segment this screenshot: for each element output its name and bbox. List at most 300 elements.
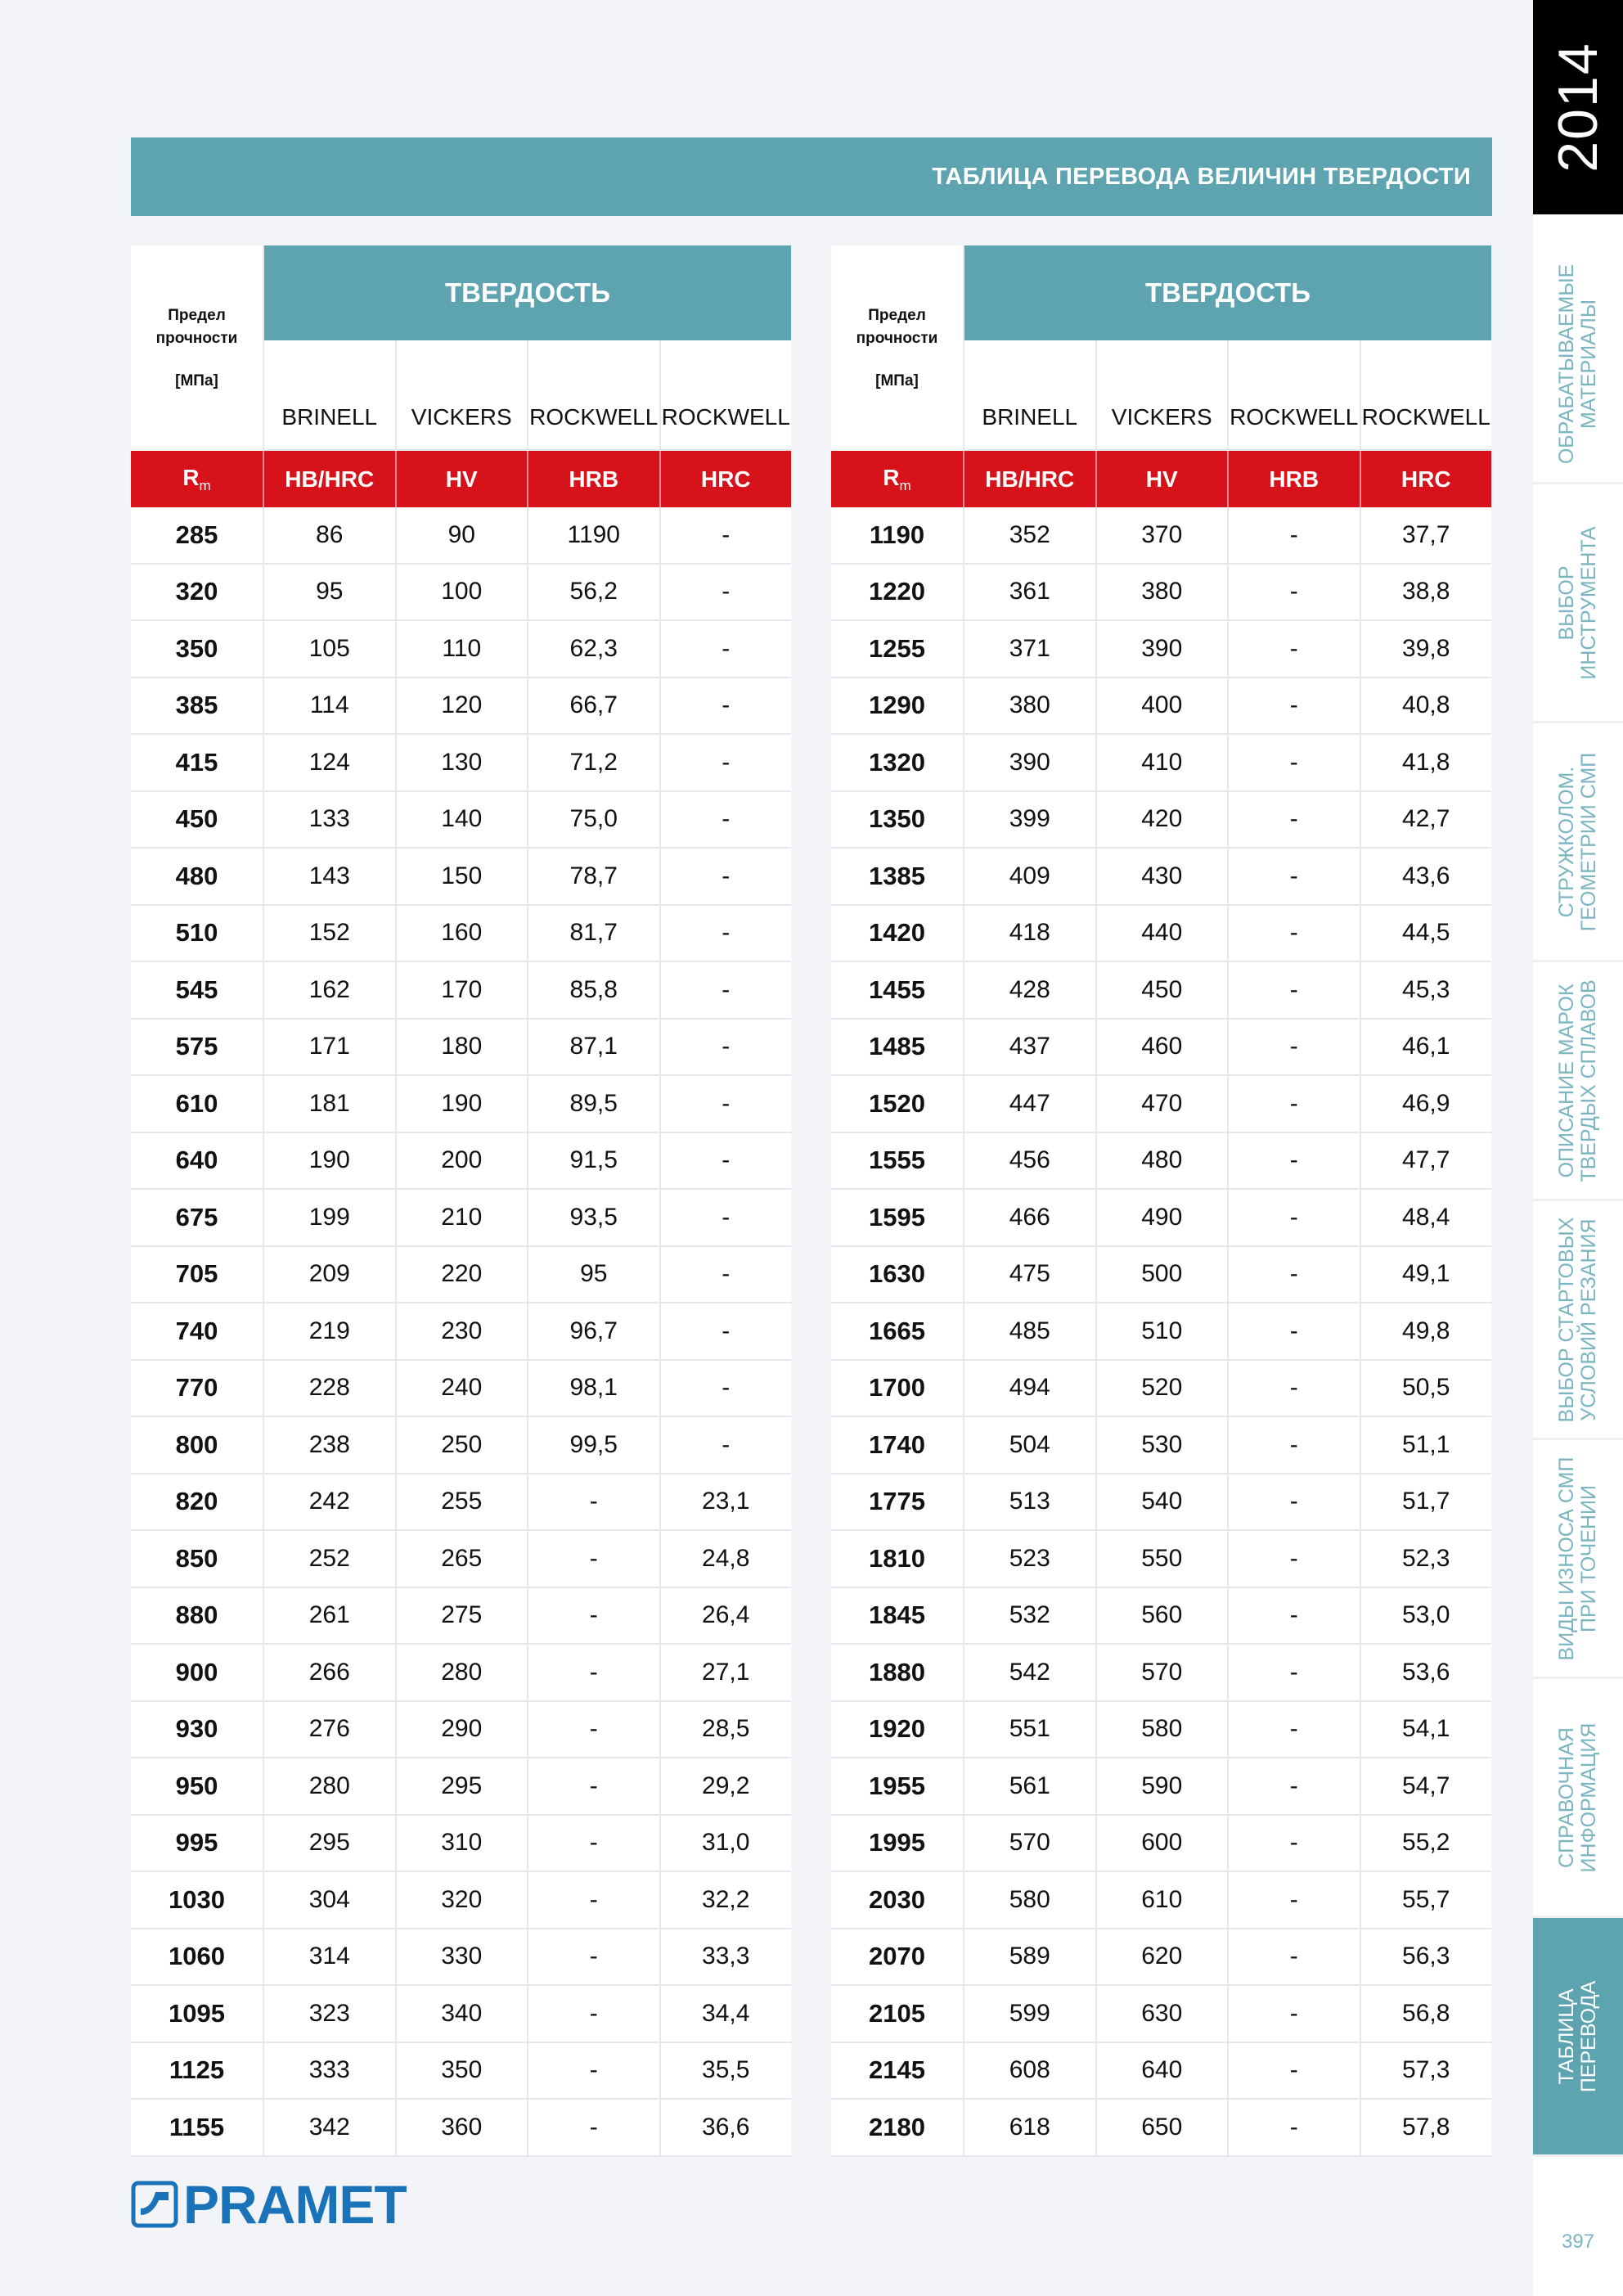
cell-hv: 150 — [395, 849, 528, 906]
cell-hrc: 28,5 — [659, 1702, 792, 1759]
cell-hb: 114 — [263, 678, 395, 736]
cell-hv: 580 — [1095, 1702, 1228, 1759]
cell-hrc: 31,0 — [659, 1816, 792, 1873]
cell-hrc: 27,1 — [659, 1645, 792, 1702]
cell-hb: 190 — [263, 1133, 395, 1191]
cell-hrb: 62,3 — [527, 621, 659, 678]
method-header-vickers: VICKERS — [1095, 340, 1228, 451]
cell-hb: 124 — [263, 735, 395, 792]
table-row — [131, 792, 791, 849]
cell-hb: 261 — [263, 1588, 395, 1645]
cell-hb: 409 — [963, 849, 1095, 906]
cell-hv: 400 — [1095, 678, 1228, 736]
page-title: ТАБЛИЦА ПЕРЕВОДА ВЕЛИЧИН ТВЕРДОСТИ — [932, 163, 1471, 190]
cell-hb: 551 — [963, 1702, 1095, 1759]
cell-hrc: 32,2 — [659, 1872, 792, 1929]
cell-hv: 290 — [395, 1702, 528, 1759]
cell-hv: 610 — [1095, 1872, 1228, 1929]
cell-hrb: 1190 — [527, 507, 659, 565]
cell-hb: 219 — [263, 1303, 395, 1361]
cell-hrb: - — [1227, 1702, 1360, 1759]
table-row — [131, 621, 791, 678]
cell-rm: 1190 — [831, 507, 963, 565]
cell-hb: 266 — [263, 1645, 395, 1702]
section-sidebar — [1533, 0, 1623, 2296]
cell-hrb: - — [1227, 1645, 1360, 1702]
cell-hb: 86 — [263, 507, 395, 565]
table-row — [831, 1986, 1491, 2043]
table-row — [831, 1303, 1491, 1361]
cell-hb: 599 — [963, 1986, 1095, 2043]
unit-header-hv: HV — [1095, 451, 1228, 507]
cell-hv: 440 — [1095, 906, 1228, 963]
cell-hb: 447 — [963, 1076, 1095, 1133]
table-row — [131, 1872, 791, 1929]
cell-hb: 437 — [963, 1020, 1095, 1077]
year-badge — [1533, 0, 1623, 214]
hardness-group-header: ТВЕРДОСТЬ — [263, 245, 791, 340]
cell-hrc: - — [659, 1133, 792, 1191]
cell-hv: 200 — [395, 1133, 528, 1191]
cell-hb: 371 — [963, 621, 1095, 678]
cell-rm: 1880 — [831, 1645, 963, 1702]
cell-hv: 430 — [1095, 849, 1228, 906]
table-row — [131, 1531, 791, 1588]
cell-hrc: 45,3 — [1360, 962, 1492, 1020]
table-row — [131, 1645, 791, 1702]
cell-hrc: 54,1 — [1360, 1702, 1492, 1759]
unit-header-hv: HV — [395, 451, 528, 507]
cell-hrb: - — [527, 1816, 659, 1873]
cell-hb: 380 — [963, 678, 1095, 736]
method-header-brinell: BRINELL — [263, 340, 395, 451]
cell-hv: 370 — [1095, 507, 1228, 565]
cell-rm: 1030 — [131, 1872, 263, 1929]
cell-hrb: 96,7 — [527, 1303, 659, 1361]
cell-rm: 1385 — [831, 849, 963, 906]
method-header-brinell: BRINELL — [963, 340, 1095, 451]
cell-hv: 450 — [1095, 962, 1228, 1020]
cell-hb: 342 — [263, 2100, 395, 2157]
tensile-strength-label-1: Предел — [868, 306, 926, 324]
cell-hrb: - — [1227, 1474, 1360, 1532]
cell-hb: 181 — [263, 1076, 395, 1133]
cell-rm: 1665 — [831, 1303, 963, 1361]
sidebar-tab-tool-selection[interactable]: ВЫБОР ИНСТРУМЕНТА — [1533, 484, 1623, 723]
cell-hb: 276 — [263, 1702, 395, 1759]
cell-hb: 466 — [963, 1190, 1095, 1247]
cell-hb: 485 — [963, 1303, 1095, 1361]
cell-hrc: 33,3 — [659, 1929, 792, 1987]
cell-hrc: - — [659, 1303, 792, 1361]
page-number: 397 — [1561, 2231, 1595, 2253]
cell-hrb: 85,8 — [527, 962, 659, 1020]
cell-rm: 1350 — [831, 792, 963, 849]
cell-hv: 460 — [1095, 1020, 1228, 1077]
sidebar-tab-wear-types[interactable]: ВИДЫ ИЗНОСА СМП ПРИ ТОЧЕНИИ — [1533, 1440, 1623, 1679]
cell-hrb: - — [527, 1588, 659, 1645]
cell-hrb: - — [527, 2043, 659, 2100]
cell-hb: 252 — [263, 1531, 395, 1588]
cell-hrc: 43,6 — [1360, 849, 1492, 906]
cell-hrb: - — [1227, 1986, 1360, 2043]
cell-hb: 209 — [263, 1247, 395, 1304]
cell-hb: 504 — [963, 1417, 1095, 1474]
cell-hv: 120 — [395, 678, 528, 736]
cell-hb: 618 — [963, 2100, 1095, 2157]
cell-hrb: - — [1227, 2100, 1360, 2157]
table-row — [131, 1758, 791, 1816]
cell-hrc: 55,2 — [1360, 1816, 1492, 1873]
cell-hv: 170 — [395, 962, 528, 1020]
cell-rm: 800 — [131, 1417, 263, 1474]
cell-rm: 1595 — [831, 1190, 963, 1247]
cell-hv: 255 — [395, 1474, 528, 1532]
sidebar-tab-reference[interactable]: СПРАВОЧНАЯ ИНФОРМАЦИЯ — [1533, 1679, 1623, 1918]
cell-hv: 320 — [395, 1872, 528, 1929]
method-header-vickers: VICKERS — [395, 340, 528, 451]
table-row — [131, 1020, 791, 1077]
cell-hv: 390 — [1095, 621, 1228, 678]
cell-hrb: 98,1 — [527, 1361, 659, 1418]
cell-hv: 330 — [395, 1929, 528, 1987]
cell-hrc: 44,5 — [1360, 906, 1492, 963]
cell-hrb: - — [1227, 1303, 1360, 1361]
cell-hb: 143 — [263, 849, 395, 906]
cell-rm: 1155 — [131, 2100, 263, 2157]
cell-hb: 418 — [963, 906, 1095, 963]
cell-hrb: - — [1227, 1588, 1360, 1645]
cell-rm: 2105 — [831, 1986, 963, 2043]
cell-hb: 456 — [963, 1133, 1095, 1191]
table-row — [131, 1986, 791, 2043]
method-header-rockwell-b: ROCKWELL — [527, 340, 659, 451]
table-row — [831, 1758, 1491, 1816]
cell-hrb: 99,5 — [527, 1417, 659, 1474]
table-row — [831, 1133, 1491, 1191]
cell-hb: 304 — [263, 1872, 395, 1929]
cell-hv: 210 — [395, 1190, 528, 1247]
unit-header-rm: $R_m$ — [131, 451, 263, 507]
tensile-strength-label-1: Предел — [168, 306, 226, 324]
cell-rm: 640 — [131, 1133, 263, 1191]
cell-hrb: - — [527, 1702, 659, 1759]
cell-hrc: 48,4 — [1360, 1190, 1492, 1247]
cell-rm: 2180 — [831, 2100, 963, 2157]
cell-rm: 1095 — [131, 1986, 263, 2043]
hardness-group-header: ТВЕРДОСТЬ — [963, 245, 1491, 340]
cell-hb: 542 — [963, 1645, 1095, 1702]
cell-hrc: 52,3 — [1360, 1531, 1492, 1588]
table-row — [131, 1361, 791, 1418]
cell-rm: 2070 — [831, 1929, 963, 1987]
tensile-strength-header — [131, 245, 263, 451]
cell-rm: 880 — [131, 1588, 263, 1645]
cell-hrc: - — [659, 621, 792, 678]
cell-hrb: 91,5 — [527, 1133, 659, 1191]
cell-hrc: 38,8 — [1360, 565, 1492, 622]
cell-hrc: 34,4 — [659, 1986, 792, 2043]
table-row — [831, 962, 1491, 1020]
cell-hb: 561 — [963, 1758, 1095, 1816]
cell-hrb: 89,5 — [527, 1076, 659, 1133]
cell-rm: 930 — [131, 1702, 263, 1759]
cell-hrb: 95 — [527, 1247, 659, 1304]
cell-hrc: 49,8 — [1360, 1303, 1492, 1361]
cell-rm: 900 — [131, 1645, 263, 1702]
cell-hrb: - — [1227, 849, 1360, 906]
cell-rm: 385 — [131, 678, 263, 736]
cell-hv: 275 — [395, 1588, 528, 1645]
table-row — [831, 792, 1491, 849]
cell-hv: 620 — [1095, 1929, 1228, 1987]
cell-hv: 160 — [395, 906, 528, 963]
cell-hrc: 46,1 — [1360, 1020, 1492, 1077]
cell-hv: 480 — [1095, 1133, 1228, 1191]
cell-rm: 415 — [131, 735, 263, 792]
table-row — [831, 621, 1491, 678]
cell-hb: 399 — [963, 792, 1095, 849]
cell-hrb: - — [527, 1531, 659, 1588]
cell-hv: 640 — [1095, 2043, 1228, 2100]
cell-hb: 242 — [263, 1474, 395, 1532]
cell-rm: 545 — [131, 962, 263, 1020]
cell-hv: 310 — [395, 1816, 528, 1873]
cell-hv: 90 — [395, 507, 528, 565]
cell-hrc: 37,7 — [1360, 507, 1492, 565]
cell-hrb: - — [1227, 565, 1360, 622]
cell-hrc: - — [659, 507, 792, 565]
cell-hv: 140 — [395, 792, 528, 849]
cell-hrb: - — [1227, 1190, 1360, 1247]
cell-hv: 280 — [395, 1645, 528, 1702]
cell-hb: 523 — [963, 1531, 1095, 1588]
cell-rm: 1995 — [831, 1816, 963, 1873]
cell-rm: 575 — [131, 1020, 263, 1077]
unit-header-rm: $R_m$ — [831, 451, 963, 507]
table-row — [131, 849, 791, 906]
cell-rm: 1320 — [831, 735, 963, 792]
cell-hrb: - — [1227, 1020, 1360, 1077]
cell-hb: 280 — [263, 1758, 395, 1816]
table-row — [831, 1872, 1491, 1929]
table-row — [131, 678, 791, 736]
cell-rm: 1290 — [831, 678, 963, 736]
pramet-logo — [131, 2174, 407, 2235]
cell-hrb: 87,1 — [527, 1020, 659, 1077]
cell-hrc: 35,5 — [659, 2043, 792, 2100]
cell-rm: 1775 — [831, 1474, 963, 1532]
cell-hrc: 57,8 — [1360, 2100, 1492, 2157]
cell-hrc: 42,7 — [1360, 792, 1492, 849]
cell-hb: 295 — [263, 1816, 395, 1873]
tensile-strength-unit: [МПа] — [175, 371, 218, 389]
tensile-strength-label-2: прочности — [856, 329, 938, 347]
cell-rm: 480 — [131, 849, 263, 906]
cell-hv: 100 — [395, 565, 528, 622]
cell-rm: 2030 — [831, 1872, 963, 1929]
cell-hv: 420 — [1095, 792, 1228, 849]
cell-hv: 190 — [395, 1076, 528, 1133]
cell-hrc: 56,3 — [1360, 1929, 1492, 1987]
cell-hv: 490 — [1095, 1190, 1228, 1247]
cell-hrc: 56,8 — [1360, 1986, 1492, 2043]
cell-rm: 1955 — [831, 1758, 963, 1816]
table-row — [831, 1588, 1491, 1645]
table-row — [831, 1020, 1491, 1077]
cell-hrc: - — [659, 962, 792, 1020]
cell-hrb: - — [1227, 1133, 1360, 1191]
table-row — [131, 1929, 791, 1987]
sidebar-tab-cutting-conditions[interactable]: ВЫБОР СТАРТОВЫХ УСЛОВИЙ РЕЗАНИЯ — [1533, 1201, 1623, 1440]
cell-hv: 570 — [1095, 1645, 1228, 1702]
year-label: 2014 — [1547, 42, 1609, 173]
cell-hv: 410 — [1095, 735, 1228, 792]
cell-hrb: - — [1227, 1417, 1360, 1474]
cell-rm: 820 — [131, 1474, 263, 1532]
cell-hv: 240 — [395, 1361, 528, 1418]
table-row — [131, 2100, 791, 2157]
cell-hb: 570 — [963, 1816, 1095, 1873]
table-row — [831, 1816, 1491, 1873]
cell-rm: 285 — [131, 507, 263, 565]
table-row — [831, 1702, 1491, 1759]
table-row — [831, 1531, 1491, 1588]
cell-rm: 1740 — [831, 1417, 963, 1474]
table-row — [831, 1076, 1491, 1133]
table-row — [831, 2043, 1491, 2100]
cell-hrb: - — [1227, 1361, 1360, 1418]
table-row — [131, 1133, 791, 1191]
hardness-table-right — [831, 245, 1491, 2157]
table-row — [831, 1190, 1491, 1247]
cell-hrc: 29,2 — [659, 1758, 792, 1816]
cell-hrb: - — [527, 1645, 659, 1702]
cell-hv: 510 — [1095, 1303, 1228, 1361]
hardness-table-left — [131, 245, 791, 2157]
cell-hrb: 78,7 — [527, 849, 659, 906]
cell-hrc: 26,4 — [659, 1588, 792, 1645]
unit-header-hrb: HRB — [527, 451, 659, 507]
tensile-strength-unit: [МПа] — [875, 371, 919, 389]
table-row — [831, 1247, 1491, 1304]
cell-hrb: - — [1227, 678, 1360, 736]
cell-hv: 340 — [395, 1986, 528, 2043]
cell-hrc: 51,7 — [1360, 1474, 1492, 1532]
unit-header-hb: HB/HRC — [263, 451, 395, 507]
cell-rm: 1455 — [831, 962, 963, 1020]
cell-rm: 950 — [131, 1758, 263, 1816]
cell-hrb: - — [1227, 1531, 1360, 1588]
cell-hrb: 93,5 — [527, 1190, 659, 1247]
cell-rm: 1220 — [831, 565, 963, 622]
table-row — [831, 1929, 1491, 1987]
cell-hrb: - — [1227, 1929, 1360, 1987]
table-row — [131, 1076, 791, 1133]
cell-rm: 2145 — [831, 2043, 963, 2100]
table-row — [831, 2100, 1491, 2157]
pramet-logo-text: PRAMET — [183, 2174, 407, 2235]
cell-hrc: 50,5 — [1360, 1361, 1492, 1418]
tensile-strength-label-2: прочности — [155, 329, 238, 347]
cell-hv: 550 — [1095, 1531, 1228, 1588]
cell-hb: 152 — [263, 906, 395, 963]
cell-hrb: - — [527, 1929, 659, 1987]
cell-hrc: - — [659, 565, 792, 622]
cell-rm: 1485 — [831, 1020, 963, 1077]
cell-hv: 560 — [1095, 1588, 1228, 1645]
cell-hrb: - — [1227, 792, 1360, 849]
cell-hrb: 71,2 — [527, 735, 659, 792]
cell-hrb: 75,0 — [527, 792, 659, 849]
cell-hrb: - — [1227, 906, 1360, 963]
sidebar-tab-conversion-table[interactable]: ТАБЛИЦА ПЕРЕВОДА — [1533, 1918, 1623, 2157]
cell-hrc: - — [659, 792, 792, 849]
cell-rm: 1520 — [831, 1076, 963, 1133]
cell-hb: 95 — [263, 565, 395, 622]
cell-hb: 333 — [263, 2043, 395, 2100]
tensile-strength-header — [831, 245, 963, 451]
table-row — [831, 735, 1491, 792]
sidebar-tab-materials[interactable]: ОБРАБАТЫВАЕМЫЕ МАТЕРИАЛЫ — [1533, 245, 1623, 484]
cell-hb: 352 — [963, 507, 1095, 565]
cell-hrb: 81,7 — [527, 906, 659, 963]
cell-hb: 428 — [963, 962, 1095, 1020]
cell-hrc: 53,0 — [1360, 1588, 1492, 1645]
table-row — [831, 678, 1491, 736]
cell-hb: 390 — [963, 735, 1095, 792]
unit-header-hrc: HRC — [1360, 451, 1492, 507]
cell-hrb: - — [1227, 962, 1360, 1020]
sidebar-tab-grades[interactable]: ОПИСАНИЕ МАРОК ТВЕРДЫХ СПЛАВОВ — [1533, 962, 1623, 1201]
cell-hrb: - — [1227, 507, 1360, 565]
cell-hv: 520 — [1095, 1361, 1228, 1418]
cell-hb: 171 — [263, 1020, 395, 1077]
cell-rm: 320 — [131, 565, 263, 622]
cell-hrc: 41,8 — [1360, 735, 1492, 792]
cell-hrc: - — [659, 906, 792, 963]
table-row — [131, 565, 791, 622]
cell-hrc: 39,8 — [1360, 621, 1492, 678]
cell-hrc: - — [659, 1076, 792, 1133]
cell-rm: 705 — [131, 1247, 263, 1304]
cell-rm: 1255 — [831, 621, 963, 678]
cell-hrb: - — [1227, 1758, 1360, 1816]
cell-hrb: 56,2 — [527, 565, 659, 622]
cell-hrc: 54,7 — [1360, 1758, 1492, 1816]
cell-hv: 110 — [395, 621, 528, 678]
cell-rm: 1810 — [831, 1531, 963, 1588]
cell-rm: 1845 — [831, 1588, 963, 1645]
cell-rm: 995 — [131, 1816, 263, 1873]
cell-hrc: 23,1 — [659, 1474, 792, 1532]
table-row — [131, 1190, 791, 1247]
cell-hv: 220 — [395, 1247, 528, 1304]
cell-hv: 360 — [395, 2100, 528, 2157]
table-row — [831, 849, 1491, 906]
cell-hrb: - — [1227, 735, 1360, 792]
cell-hrb: - — [527, 1986, 659, 2043]
cell-hv: 130 — [395, 735, 528, 792]
cell-hb: 361 — [963, 565, 1095, 622]
cell-rm: 1060 — [131, 1929, 263, 1987]
table-row — [831, 1361, 1491, 1418]
cell-hrc: - — [659, 1020, 792, 1077]
sidebar-tab-chipbreakers[interactable]: СТРУЖКОЛОМ. ГЕОМЕТРИИ СМП — [1533, 723, 1623, 962]
cell-hv: 295 — [395, 1758, 528, 1816]
cell-rm: 1125 — [131, 2043, 263, 2100]
cell-hb: 532 — [963, 1588, 1095, 1645]
